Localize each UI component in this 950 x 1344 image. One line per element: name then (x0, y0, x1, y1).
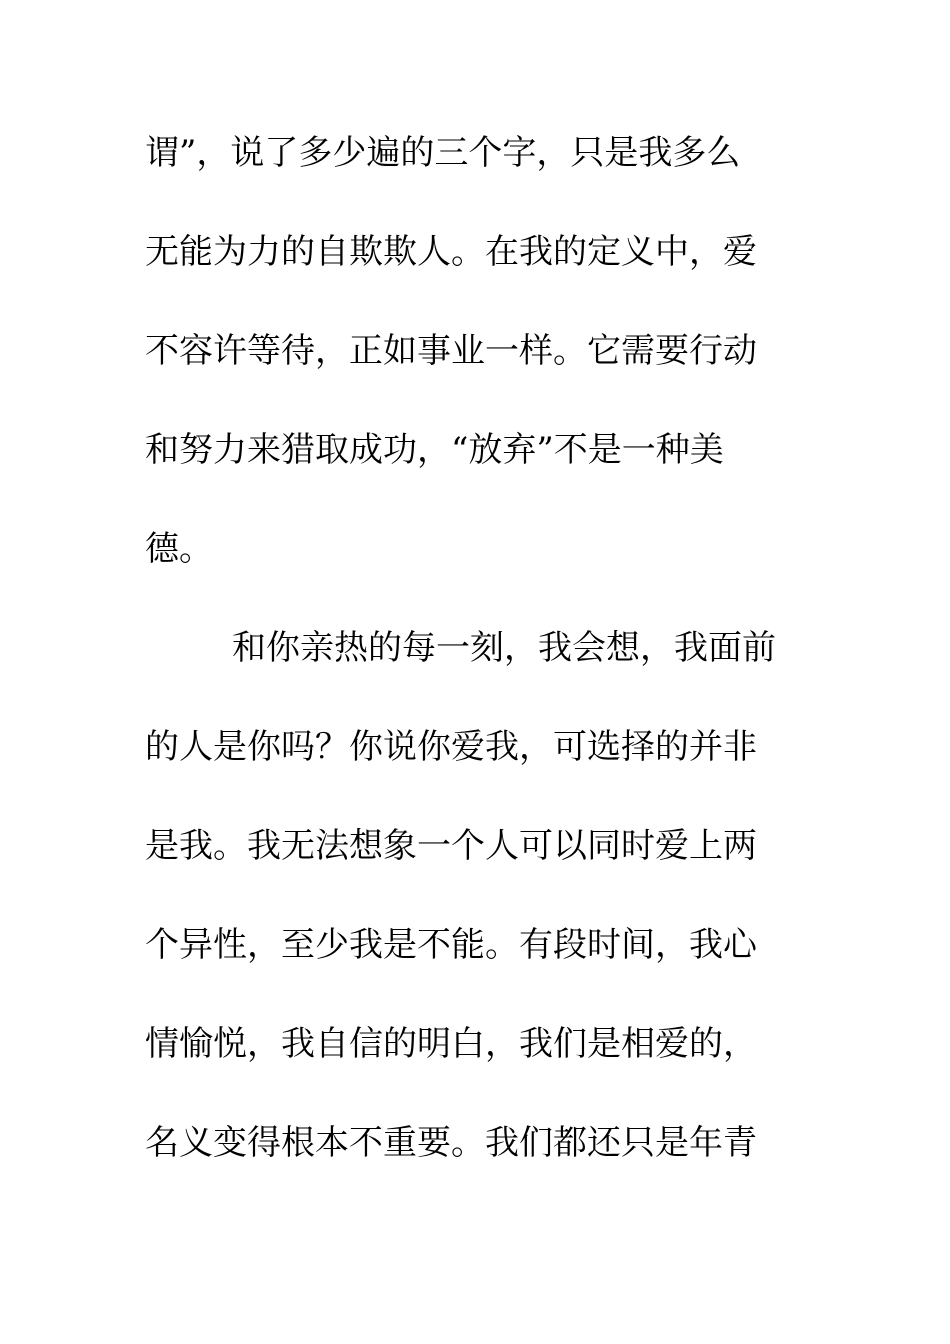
text-line-4: 和努力来猎取成功，“放弃”不是一种美 (145, 430, 724, 470)
text-line-9: 个异性，至少我是不能。有段时间，我心 (145, 925, 757, 965)
text-line-3: 不容许等待，正如事业一样。它需要行动 (145, 331, 757, 371)
text-line-2: 无能为力的自欺欺人。在我的定义中，爱 (145, 232, 757, 272)
text-line-8: 是我。我无法想象一个人可以同时爱上两 (145, 826, 757, 866)
text-line-10: 情愉悦，我自信的明白，我们是相爱的， (145, 1024, 757, 1064)
text-line-5: 德。 (145, 529, 213, 569)
text-line-1: 谓”，说了多少遍的三个字，只是我多么 (145, 133, 741, 173)
text-line-11: 名义变得根本不重要。我们都还只是年青 (145, 1123, 757, 1163)
text-line-6-paragraph-start: 和你亲热的每一刻，我会想，我面前 (232, 628, 776, 668)
text-line-7: 的人是你吗？你说你爱我，可选择的并非 (145, 727, 757, 767)
